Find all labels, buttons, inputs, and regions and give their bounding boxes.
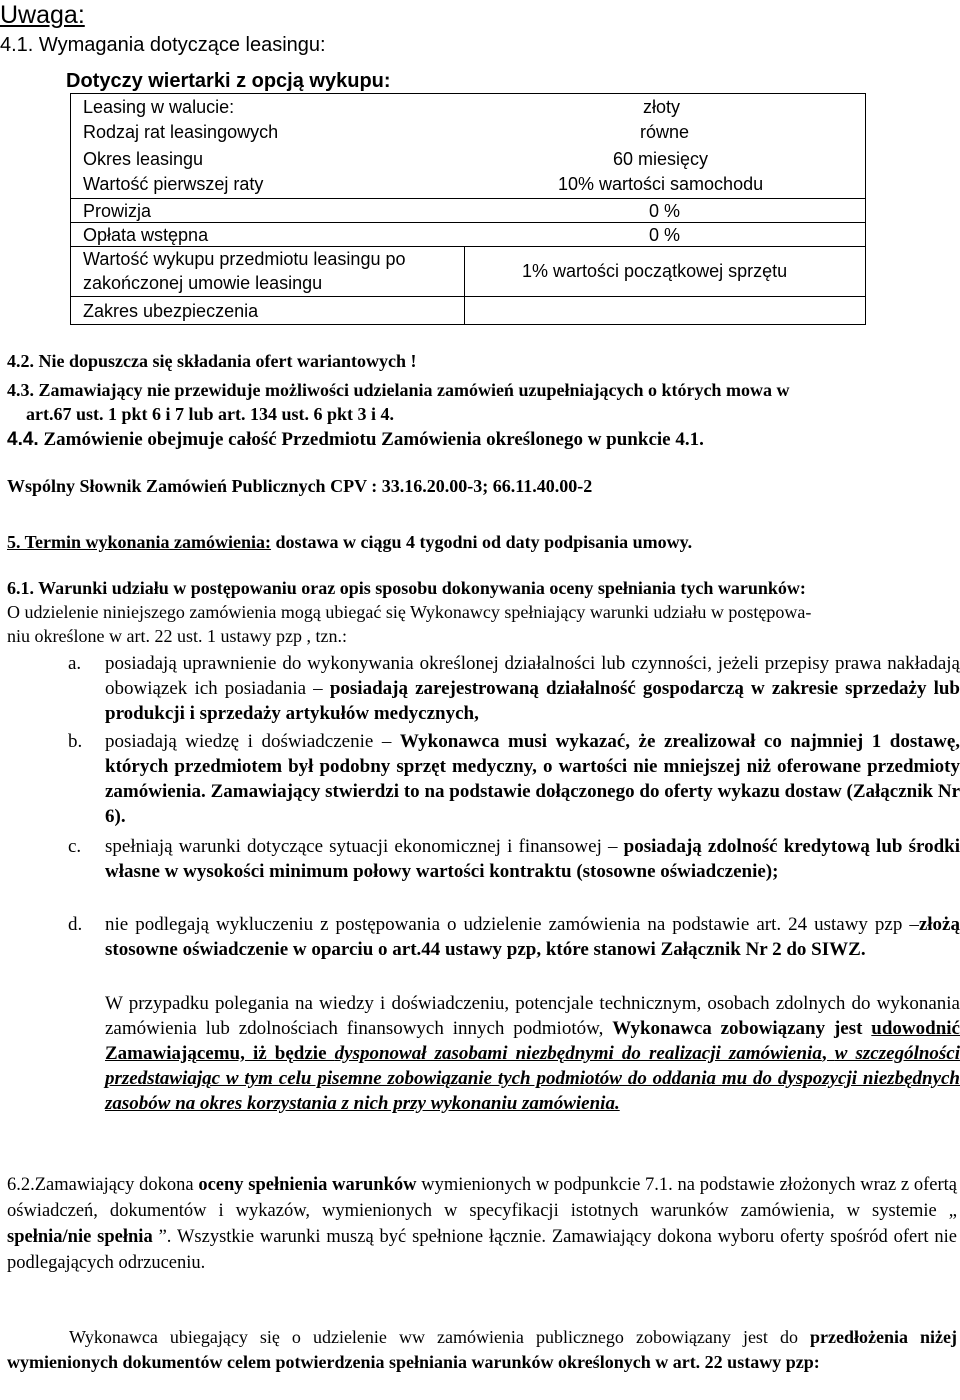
table-cell-value: 0 % [649,225,681,245]
list-marker-c: c. [68,836,82,857]
section-4-3-line1: 4.3. Zamawiający nie przewiduje możliwości udzielania zamówień uzupełniających o których mowa w [7,380,790,400]
section-4-4-text: Zamówienie obejmuje całość Przedmiotu Zamówienia określonego w punkcie 4.1. [43,429,704,450]
table-cell-label: Opłata wstępna [83,225,209,245]
table-cell-label: Okres leasingu [83,149,204,169]
table-cell-value: równe [640,122,690,142]
table-cell-label: zakończonej umowie leasingu [83,273,323,293]
table-cell-value: złoty [643,97,681,117]
leasing-table [70,93,866,325]
list-marker-d: d. [68,914,83,935]
resource-text: W przypadku polegania na wiedzy i doświadczeniu, potencjale technicznym, osobach zdolnych do wykonania zamówienia lub zdolnościach finansowych innych podmiotów, [105,993,960,1039]
section-6-1-intro-line2: niu określone w art. 22 ust. 1 ustawy pzp , tzn.: [7,626,347,646]
list-item-a [105,651,960,726]
table-row-separator [71,296,865,297]
list-item-d-bold: złożą stosowne oświadczenie w oparciu o art.44 ustawy pzp, które stanowi Załącznik Nr 2 do SIWZ. [105,914,960,960]
table-cell-label: Prowizja [83,201,152,221]
table-row-separator [71,222,865,223]
resource-italic-underlined-2: w szczególności przedstawiając w tym celu pisemne zobowiązanie tych podmiotów do oddania mu do dyspozycji niezbędnych zasobów na okres korzystania z nich przy wykonaniu zamówienia. [105,1043,960,1114]
resource-paragraph [105,991,960,1116]
table-row-separator [71,198,865,199]
list-marker-a: a. [68,653,82,674]
table-cell-value: 1% wartości początkowej sprzętu [522,261,788,281]
list-item-a-bold: posiadają zarejestrowaną działalność gospodarczą w zakresie sprzedaży lub produkcji i sprzedaży artykułów medycznych, [105,678,960,724]
table-cell-label: Wartość pierwszej raty [83,174,264,194]
list-item-d [105,912,960,962]
resource-underlined: udowodnić Zamawiającemu, iż będzie [105,1018,960,1064]
table-cell-label: Zakres ubezpieczenia [83,301,259,321]
section-6-1-intro-line1: O udzielenie niniejszego zamówienia mogą ubiegać się Wykonawcy spełniający warunki udziału w postępowa- [7,602,812,622]
cpv-codes: Wspólny Słownik Zamówień Publicznych CPV : 33.16.20.00-3; 66.11.40.00-2 [7,476,593,496]
list-item-b [105,729,960,829]
page-title: Uwaga: [0,1,85,29]
section-6-2 [7,1172,957,1276]
list-item-d-text: nie podlegają wykluczeniu z postępowania o udzielenie zamówienia na podstawie art. 24 ustawy pzp – [105,914,919,935]
table-divider [464,246,465,324]
table-cell-value: 0 % [649,201,681,221]
section-4-3-line2: art.67 ust. 1 pkt 6 i 7 lub art. 134 ust. 6 pkt 3 i 4. [26,404,395,424]
list-marker-b: b. [68,731,83,752]
table-cell-label: Wartość wykupu przedmiotu leasingu po [83,249,406,269]
section-6-2-text: 6.2.Zamawiający dokona [7,1175,199,1195]
list-item-b-bold: Wykonawca musi wykazać, że zrealizował co najmniej 1 dostawę, których przedmiotem był podobny sprzęt medyczny, o wartości nie mniejszej niż oferowane przedmioty zamówienia. Zamawiający stwierdzi to na podstawie dołączonego do oferty wykazu dostaw (Załącznik Nr 6). [105,731,960,827]
table-cell-value: 60 miesięcy [613,149,709,169]
list-item-a-text: posiadają uprawnienie do wykonywania określonej działalności lub czynności, jeżeli przepisy prawa nakładają obowiązek ich posiadania – [105,653,960,699]
list-item-c [105,834,960,884]
section-6-2-bold: oceny spełnienia warunków [198,1175,417,1195]
table-cell-label: Leasing w walucie: [83,97,235,117]
section-6-1-title: 6.1. Warunki udziału w postępowaniu oraz opis sposobu dokonywania oceny spełniania tych warunków: [7,578,806,598]
resource-italic-underlined: dysponował zasobami niezbędnymi do realizacji zamówienia [334,1043,822,1064]
section-6-2-text-2: wymienionych w podpunkcie 7.1. na podstawie złożonych wraz z ofertą oświadczeń, dokumentów i wykazów, wymienionych w specyfikacji istotnych warunków zamówienia, w systemie „ [7,1175,957,1221]
final-paragraph [7,1325,957,1375]
table-cell-value: 10% wartości samochodu [558,174,764,194]
table-cell-label: Rodzaj rat leasingowych [83,122,279,142]
section-5-text: dostawa w ciągu 4 tygodni od daty podpisania umowy. [271,532,693,552]
list-item-b-text: posiadają wiedzę i doświadczenie – [105,731,400,752]
table-row-separator [71,246,865,247]
resource-separator: , [821,1043,835,1064]
list-item-c-text: spełniają warunki dotyczące sytuacji ekonomicznej i finansowej – [105,836,624,857]
section-6-2-text-3: ”. Wszystkie warunki muszą być spełnione łącznie. Zamawiający dokona wyboru oferty spośród ofert nie podlegających odrzuceniu. [7,1227,957,1273]
section-4-2: 4.2. Nie dopuszcza się składania ofert wariantowych ! [7,351,417,371]
section-5-label: 5. Termin wykonania zamówienia: [7,532,272,552]
final-bold: przedłożenia niżej wymienionych dokumentów celem potwierdzenia spełniania warunków określonych w art. 22 ustawy pzp: [7,1327,957,1372]
table-caption: Dotyczy wiertarki z opcją wykupu: [66,70,391,92]
list-item-c-bold: posiadają zdolność kredytową lub środki własne w wysokości minimum połowy wartości kontraktu (stosowne oświadczenie); [105,836,960,882]
section-6-2-bold-2: spełnia/nie spełnia [7,1227,153,1247]
resource-bold: Wykonawca zobowiązany jest [612,1018,872,1039]
final-text: Wykonawca ubiegający się o udzielenie ww zamówienia publicznego zobowiązany jest do [69,1327,810,1347]
section-4-4-number: 4.4. [7,429,39,450]
section-4-1-heading: 4.1. Wymagania dotyczące leasingu: [0,34,326,56]
